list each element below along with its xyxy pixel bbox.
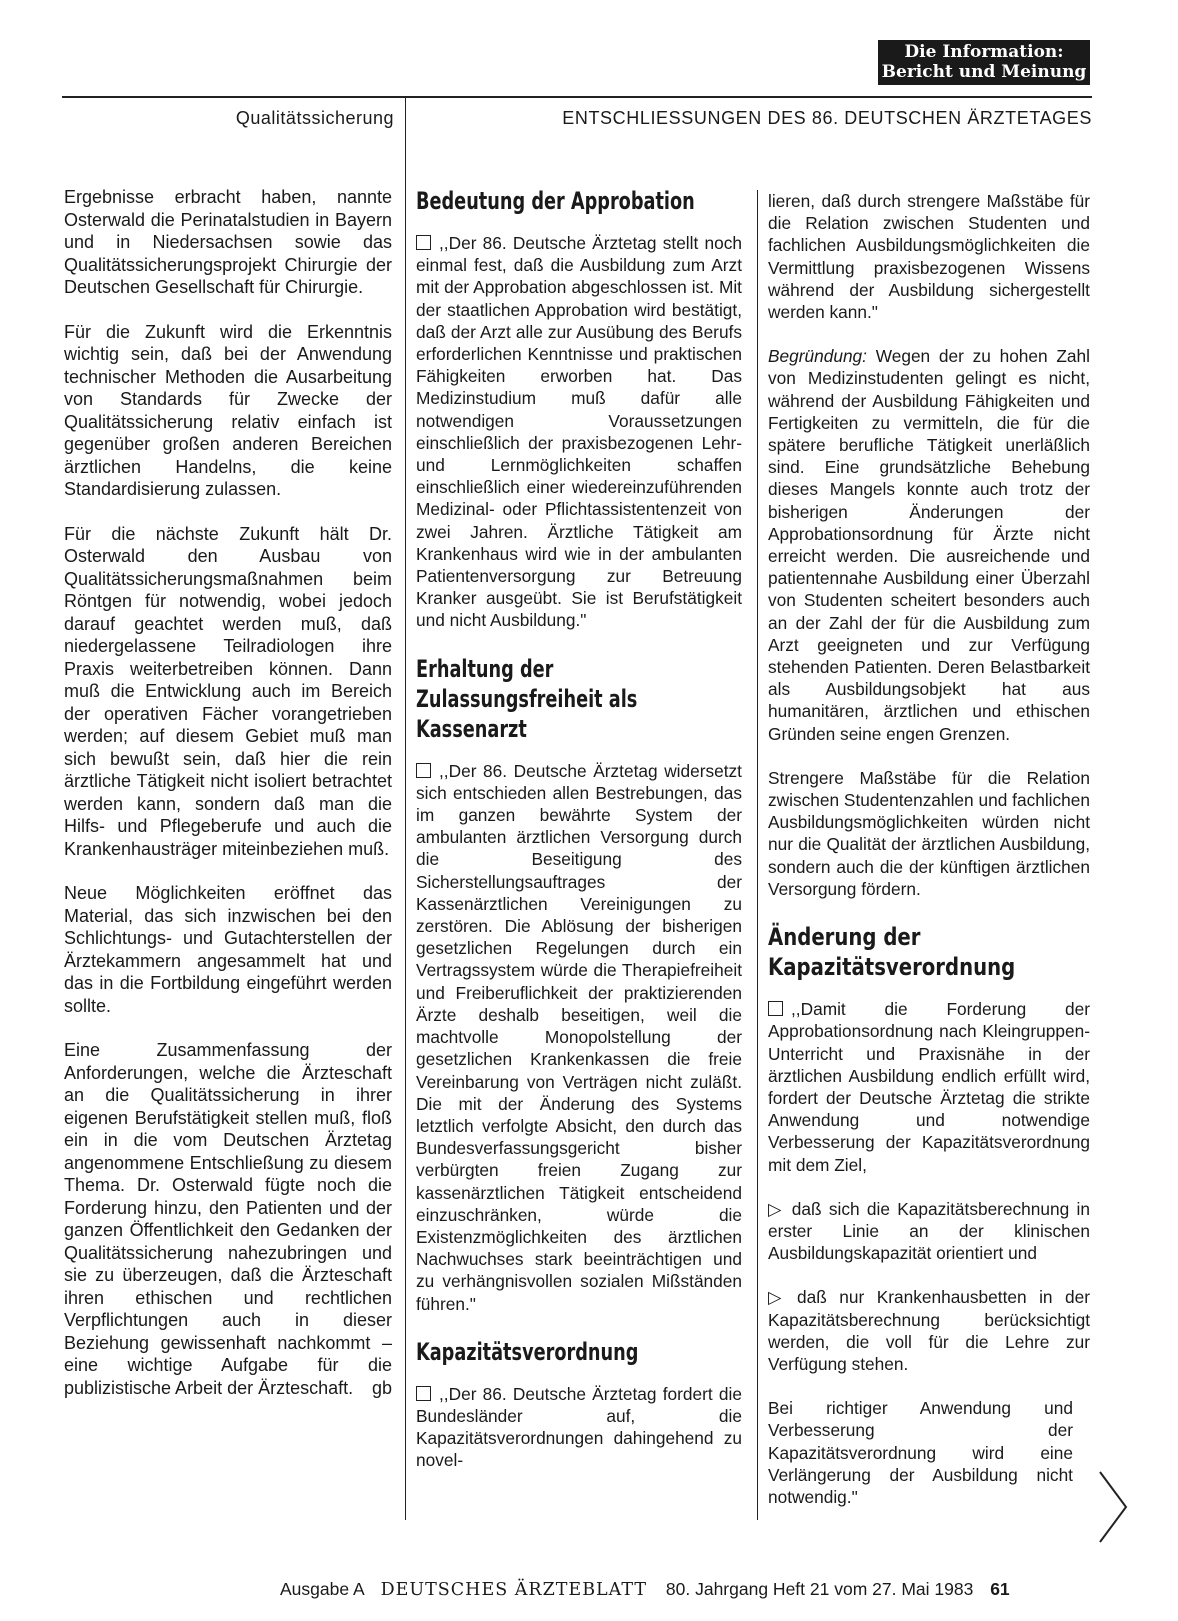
heading-zulassungsfreiheit: Erhaltung der Zulassungsfreiheit als Kassenarzt [416, 654, 638, 743]
paragraph: lieren, daß durch strengere Maßstäbe für die Relation zwischen Studenten und fachlichen Ausbildungsmöglichkeiten die Vermittlung praxisbezogenen Wissens während der Ausbildung sichergestellt werden kann." [768, 191, 1090, 323]
magazine-name: DEUTSCHES ÄRZTEBLATT [380, 1580, 648, 1600]
heading-aenderung: Änderung der Kapazitätsverordnung [768, 923, 1016, 982]
resolution-paragraph [416, 760, 742, 1315]
column-divider-left [405, 96, 406, 1520]
triangle-bullet-icon: ▷ [768, 1198, 784, 1219]
paragraph: Neue Möglichkeiten eröffnet das Material, das sich inzwischen bei den Schlichtungs- und Gutachterstellen der Ärztekammern angesammelt hat und das in die Fortbildung eingeführt werden sollte. [64, 883, 392, 1016]
badge-line-2: Bericht und Meinung [881, 62, 1087, 82]
column-3 [768, 190, 1090, 1530]
column-2 [416, 186, 742, 1494]
reasoning-paragraph [768, 345, 1090, 745]
heading-kapazitaetsverordnung: Kapazitätsverordnung [416, 1337, 639, 1366]
reasoning-label: Begründung: [768, 346, 867, 367]
badge-line-1: Die Information: [904, 42, 1064, 62]
resolution-text: ,,Damit die Forderung der Approbationsordnung nach Kleingruppen-Unterricht und Praxisnähe in der ärztlichen Ausbildung endlich erfüllt wird, fordert der Deutsche Ärztetag die strikte Anwendung und notwendige Verbesserung der Kapazitätsverordnung mit dem Ziel, [768, 999, 1090, 1175]
section-label-right: ENTSCHLIESSUNGEN DES 86. DEUTSCHEN ÄRZTETAGES [562, 108, 1092, 128]
section-badge [878, 40, 1090, 85]
checkbox-square-icon [416, 1386, 431, 1401]
resolution-paragraph [768, 998, 1090, 1176]
triangle-bullet-icon: ▷ [768, 1287, 789, 1308]
page-footer [280, 1579, 1010, 1600]
page-number: 61 [990, 1579, 1010, 1599]
bullet-text: daß sich die Kapazitätsberechnung in erster Linie an der klinischen Ausbildungskapazität orientiert und [768, 1198, 1090, 1264]
heading-approbation: Bedeutung der Approbation [416, 187, 695, 215]
section-label-left: Qualitätssicherung [235, 108, 394, 128]
checkbox-square-icon [416, 235, 431, 250]
bullet-item [768, 1198, 1090, 1265]
checkbox-square-icon [416, 763, 431, 778]
resolution-paragraph [416, 1383, 742, 1472]
resolution-text: ,,Der 86. Deutsche Ärztetag fordert die Bundesländer auf, die Kapazitätsverordnungen dahingehend zu novel- [416, 1383, 742, 1471]
resolution-text: ,,Der 86. Deutsche Ärztetag widersetzt sich entschieden allen Bestrebungen, das im ganzen bewährte System der ambulanten ärztlichen Versorgung durch die Beseitigung des Sicherstellungsauftrages der Kassenärztlichen Vereinigungen zu zerstören. Die Ablösung der bisherigen gesetzlichen Regelungen durch ein Vertragssystem würde die Therapiefreiheit und Freiberuflichkeit der praktizierenden Ärzte deshalb beseitigen, weil die machtvolle Monopolstellung der gesetzlichen Krankenkassen die freie Vereinbarung von Verträgen nicht zuläßt. Die mit der Änderung des Systems letztlich verfolgte Absicht, den durch das Bundesverfassungsgericht bisher verbürgten freien Zugang zur kassenärztlichen Tätigkeit entscheidend einzuschränken, würde die Existenzmöglichkeiten des ärztlichen Nachwuchses stark beeinträchtigen und zu verhängnisvollen sozialen Mißständen führen." [416, 760, 742, 1314]
checkbox-square-icon [768, 1001, 783, 1016]
continue-arrow-icon [1098, 1470, 1130, 1544]
top-rule [62, 96, 1092, 98]
issue-info: 80. Jahrgang Heft 21 vom 27. Mai 1983 [665, 1579, 974, 1599]
paragraph-text: Eine Zusammenfassung der Anforderungen, welche die Ärzteschaft an die Qualitätssicherung in ihrer eigenen Berufstätigkeit stellen muß, floß ein in die vom Deutschen Ärztetag angenommene Entschließung zu diesem Thema. Dr. Osterwald fügte noch die Forderung hinzu, den Patienten und der ganzen Öffentlichkeit den Gedanken der Qualitätssicherung nahezubringen und sie zu überzeugen, daß die Ärzteschaft ihren ethischen und rechtlichen Verpflichtungen auch in dieser Beziehung gewissenhaft nachkommt – eine wichtige Aufgabe für die publizistische Arbeit der Ärzteschaft. [64, 1040, 392, 1398]
column-1 [64, 186, 392, 1421]
reasoning-text: Wegen der zu hohen Zahl von Medizinstudenten gelingt es nicht, während der Ausbildung Fähigkeiten und Fertigkeiten zu vermitteln, die für die spätere berufliche Tätigkeit unerläßlich sind. Eine grundsätzliche Behebung dieses Mangels konnte auch trotz der bisherigen Änderungen der Approbationsordnung für Ärzte nicht erreicht werden. Die ausreichende und patientennahe Ausbildung einer Überzahl von Studenten scheitert besonders auch an der Zahl der für die Ausbildung zum Arzt geeigneten und zur Verfügung stehenden Patienten. Deren Belastbarkeit als Ausbildungsobjekt hat aus humanitären, ärztlichen und ethischen Gründen seine engen Grenzen. [768, 346, 1090, 744]
bullet-item [768, 1286, 1090, 1375]
paragraph: Ergebnisse erbracht haben, nannte Osterwald die Perinatalstudien in Bayern und in Niedersachsen sowie das Qualitätssicherungsprojekt Chirurgie der Deutschen Gesellschaft für Chirurgie. [64, 187, 392, 297]
paragraph: Bei richtiger Anwendung und Verbesserung der Kapazitätsverordnung wird eine Verlängerung der Ausbildung nicht notwendig." [768, 1398, 1073, 1507]
resolution-paragraph [416, 232, 742, 632]
paragraph-with-sign [64, 1039, 392, 1399]
column-divider-right [757, 190, 758, 1520]
paragraph: Strengere Maßstäbe für die Relation zwischen Studentenzahlen und fachlichen Ausbildungsmöglichkeiten würden nicht nur die Qualität der ärztlichen Ausbildung, sondern auch die der künftigen ärztlichen Versorgung fördern. [768, 767, 1090, 899]
edition-label: Ausgabe A [280, 1579, 364, 1599]
bullet-text: daß nur Krankenhausbetten in der Kapazitätsberechnung berücksichtigt werden, die voll für die Lehre zur Verfügung stehen. [768, 1287, 1090, 1374]
paragraph: Für die Zukunft wird die Erkenntnis wichtig sein, daß bei der Anwendung technischer Methoden die Ausarbeitung von Standards für Zwecke der Qualitätssicherung relativ einfach ist gegenüber großen anderen Bereichen ärztlichen Handelns, die keine Standardisierung zulassen. [64, 321, 392, 499]
paragraph: Für die nächste Zukunft hält Dr. Osterwald den Ausbau von Qualitätssicherungsmaßnahmen beim Röntgen für notwendig, wobei jedoch darauf geachtet werden muß, daß niedergelassene Teilradiologen ihre Praxis weiterbetreiben können. Dann muß die Entwicklung auch im Bereich der operativen Fächer vorangetrieben werden; auf diesem Gebiet muß man sich bewußt sein, daß hier die rein ärztliche Tätigkeit nicht isoliert betrachtet werden kann, sondern daß man die Hilfs- und Pflegeberufe und auch die Krankenhausträger miteinbeziehen muß. [64, 523, 392, 859]
resolution-text: ,,Der 86. Deutsche Ärztetag stellt noch einmal fest, daß die Ausbildung zum Arzt mit der Approbation abgeschlossen ist. Mit der staatlichen Approbation wird bestätigt, daß der Arzt alle zur Ausübung des Berufs erforderlichen Kenntnisse und praktischen Fähigkeiten erworben hat. Das Medizinstudium muß dafür alle notwendigen Voraussetzungen einschließlich der praxisbezogenen Lehr- und Lernmöglichkeiten schaffen einschließlich einer wiedereinzuführenden Medizinal- oder Pflichtassistentenzeit von zwei Jahren. Ärztliche Tätigkeit am Krankenhaus wird wie in der ambulanten Patientenversorgung zur Betreuung Kranker ausgeübt. Sie ist Berufstätigkeit und nicht Ausbildung." [416, 233, 742, 631]
author-initials: gb [371, 1377, 392, 1398]
